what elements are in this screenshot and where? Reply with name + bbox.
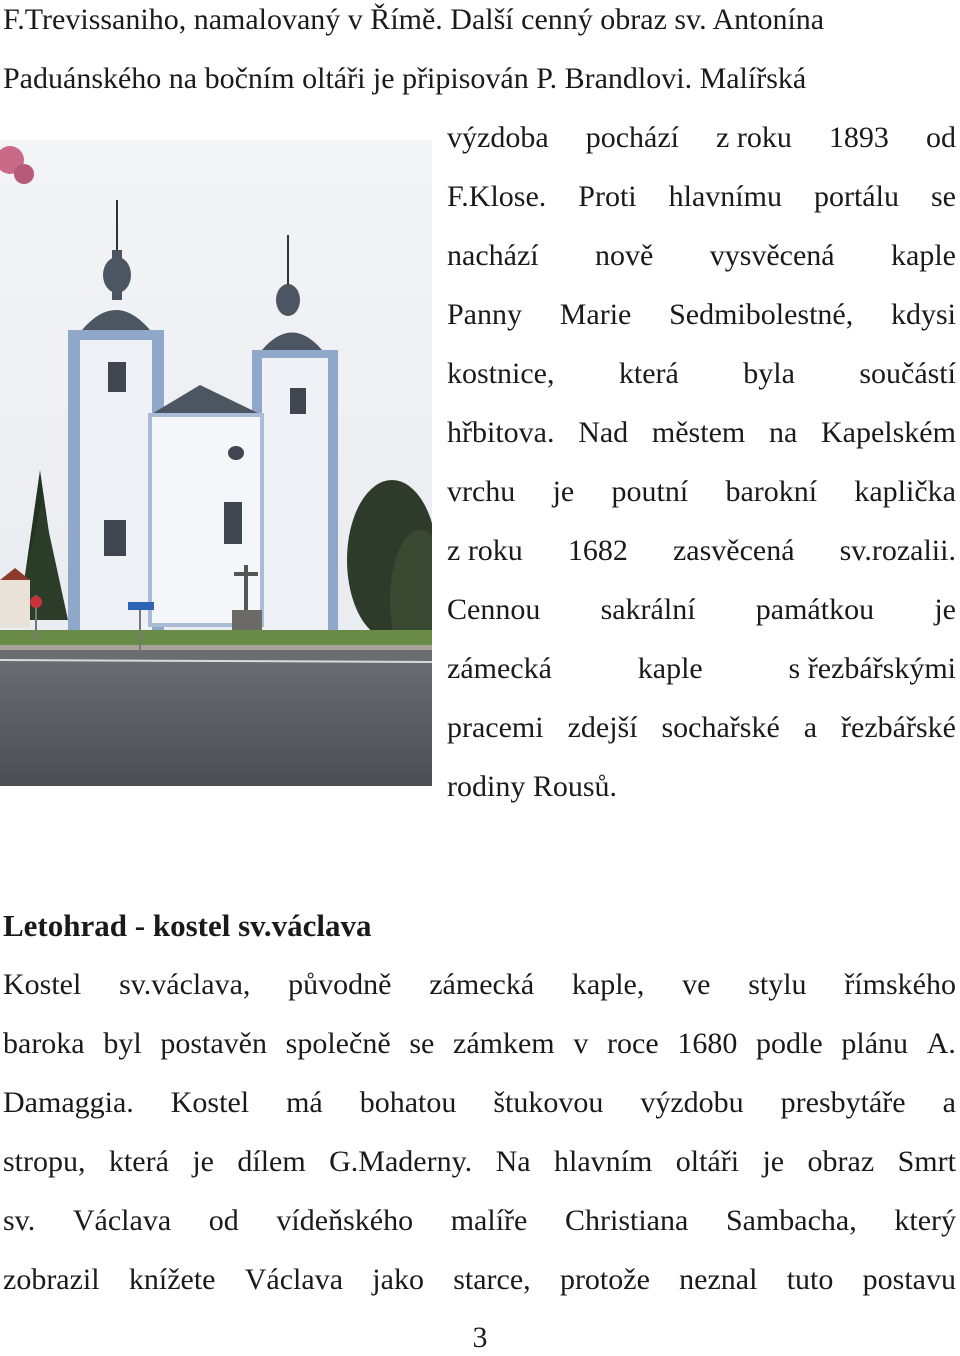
page-number: 3 (472, 1321, 488, 1354)
word: je (762, 1145, 785, 1178)
word: vrchu (447, 475, 516, 508)
text-line (447, 179, 956, 215)
text-line (3, 1144, 956, 1180)
word: stylu (748, 968, 807, 1001)
word: součástí (859, 357, 956, 390)
word: kaple (891, 239, 956, 272)
word: zámkem (453, 1027, 555, 1060)
word: byl (103, 1027, 142, 1060)
word: památkou (755, 593, 875, 626)
word: výzdobu (640, 1086, 744, 1119)
word: G.Maderny. (329, 1145, 473, 1178)
word: malíře (450, 1204, 528, 1237)
text-line (3, 1203, 956, 1239)
text-line (3, 61, 956, 97)
word: 1680 (677, 1027, 738, 1060)
word: která (108, 1145, 169, 1178)
text-line (447, 533, 956, 569)
word: postavu (862, 1263, 956, 1296)
word: barokní (725, 475, 818, 508)
word: a (803, 711, 818, 744)
word: zdejší (567, 711, 638, 744)
text-line (447, 769, 956, 805)
word: sochařské (661, 711, 780, 744)
word: která (618, 357, 679, 390)
word: Václava (72, 1204, 172, 1237)
word: původně (288, 968, 392, 1001)
word: Kapelském (820, 416, 956, 449)
word: vysvěcená (709, 239, 835, 272)
word: oltáři (675, 1145, 740, 1178)
text-line (3, 1262, 956, 1298)
word: baroka (3, 1027, 85, 1060)
word: má (286, 1086, 323, 1119)
word: 1682 (567, 534, 628, 567)
word: zasvěcená (672, 534, 795, 567)
word: presbytáře (780, 1086, 906, 1119)
word: kdysi (890, 298, 956, 331)
text-line (447, 710, 956, 746)
word: zobrazil (3, 1263, 100, 1296)
text-line (447, 474, 956, 510)
word: Paduánského na bočním oltáři je připisován P. Brandlovi. Malířská (3, 62, 807, 95)
word: zámecká (447, 652, 552, 685)
section-heading: Letohrad - kostel sv.václava (3, 908, 372, 943)
word: na (768, 416, 798, 449)
word: zámecká (429, 968, 535, 1001)
word: je (192, 1145, 214, 1178)
word: rodiny Rousů. (447, 770, 618, 803)
word: městem (651, 416, 746, 449)
word: sv. (3, 1204, 36, 1237)
word: Sambacha, (725, 1204, 857, 1237)
word: kostnice, (447, 357, 555, 390)
word: A. (926, 1027, 956, 1060)
word: jako (372, 1263, 424, 1296)
word: knížete (128, 1263, 216, 1296)
text-line (447, 592, 956, 628)
word: štukovou (493, 1086, 604, 1119)
word: nachází (447, 239, 539, 272)
word: 1893 (828, 121, 889, 154)
word: plánu (841, 1027, 909, 1060)
word: Panny (447, 298, 522, 331)
word: podle (756, 1027, 823, 1060)
text-line (447, 297, 956, 333)
word: z roku (447, 534, 523, 567)
word: se (409, 1027, 435, 1060)
word: byla (743, 357, 795, 390)
word: s řezbářskými (788, 652, 956, 685)
word: Sedmibolestné, (669, 298, 854, 331)
word: dílem (237, 1145, 306, 1178)
word: který (894, 1204, 956, 1237)
word: kaple (637, 652, 703, 685)
word: Kostel (170, 1086, 250, 1119)
word: sv.václava, (119, 968, 251, 1001)
church-photo (0, 140, 432, 786)
text-line (447, 120, 956, 156)
text-line (3, 1085, 956, 1121)
word: římského (844, 968, 956, 1001)
word: nově (594, 239, 654, 272)
word: Marie (559, 298, 632, 331)
word: kaplička (854, 475, 956, 508)
word: Na (495, 1145, 531, 1178)
word: Nad (578, 416, 629, 449)
word: se (930, 180, 956, 213)
text-line (3, 967, 956, 1003)
word: poutní (611, 475, 689, 508)
word: Smrt (897, 1145, 956, 1178)
word: F.Klose. (447, 180, 547, 213)
word: od (925, 121, 956, 154)
word: Damaggia. (3, 1086, 134, 1119)
word: protože (559, 1263, 650, 1296)
word: F.Trevissaniho, namalovaný v Římě. Další cenný obraz sv. Antonína (3, 3, 825, 36)
text-line (447, 356, 956, 392)
word: sakrální (600, 593, 696, 626)
word: z roku (716, 121, 792, 154)
word: stropu, (3, 1145, 86, 1178)
text-line (447, 415, 956, 451)
word: je (552, 475, 575, 508)
word: v (573, 1027, 589, 1060)
text-line (3, 2, 956, 38)
word: starce, (453, 1263, 531, 1296)
text-line (447, 238, 956, 274)
word: postavěn (160, 1027, 267, 1060)
word: portálu (813, 180, 899, 213)
word: roce (607, 1027, 659, 1060)
word: hřbitova. (447, 416, 555, 449)
text-line (3, 1026, 956, 1062)
word: společně (285, 1027, 391, 1060)
word: Václava (244, 1263, 344, 1296)
word: řezbářské (841, 711, 956, 744)
word: kaple, (571, 968, 645, 1001)
word: ve (682, 968, 711, 1001)
word: pracemi (447, 711, 544, 744)
word: vídeňského (276, 1204, 414, 1237)
word: hlavnímu (668, 180, 782, 213)
word: pochází (585, 121, 679, 154)
word: hlavním (553, 1145, 653, 1178)
word: je (934, 593, 956, 626)
word: Cennou (447, 593, 541, 626)
word: neznal (679, 1263, 758, 1296)
word: sv.rozalii. (839, 534, 956, 567)
word: bohatou (359, 1086, 457, 1119)
word: Kostel (3, 968, 82, 1001)
word: Christiana (564, 1204, 689, 1237)
word: Proti (578, 180, 637, 213)
word: obraz (807, 1145, 875, 1178)
text-line (447, 651, 956, 687)
word: od (208, 1204, 239, 1237)
word: výzdoba (447, 121, 549, 154)
word: tuto (786, 1263, 834, 1296)
word: a (942, 1086, 956, 1119)
